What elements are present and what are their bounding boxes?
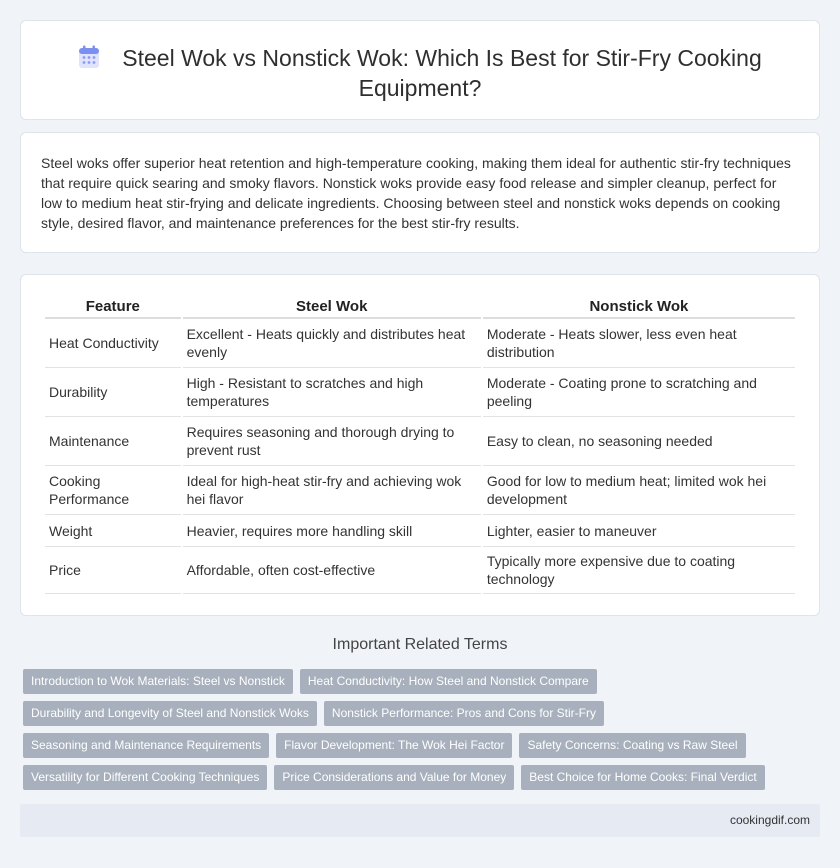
steel-cell: Excellent - Heats quickly and distributes heat evenly bbox=[183, 319, 481, 368]
footer-site-link[interactable]: cookingdif.com bbox=[729, 813, 810, 827]
intro-card bbox=[20, 132, 820, 253]
table-row bbox=[45, 466, 795, 515]
table-row bbox=[45, 417, 795, 466]
page-title: Steel Wok vs Nonstick Wok: Which Is Best for Stir-Fry Cooking Equipment? bbox=[122, 45, 762, 101]
steel-cell: Heavier, requires more handling skill bbox=[183, 515, 481, 547]
feature-cell: Heat Conductivity bbox=[45, 319, 181, 368]
table-row bbox=[45, 515, 795, 547]
table-header-row bbox=[45, 293, 795, 319]
feature-cell: Maintenance bbox=[45, 417, 181, 466]
nonstick-cell: Lighter, easier to maneuver bbox=[483, 515, 795, 547]
nonstick-cell: Easy to clean, no seasoning needed bbox=[483, 417, 795, 466]
table-row bbox=[45, 368, 795, 417]
feature-cell: Durability bbox=[45, 368, 181, 417]
comparison-table bbox=[43, 293, 797, 594]
related-term-tag[interactable]: Introduction to Wok Materials: Steel vs Nonstick bbox=[23, 669, 293, 694]
feature-cell: Weight bbox=[45, 515, 181, 547]
steel-cell: Requires seasoning and thorough drying to prevent rust bbox=[183, 417, 481, 466]
header-feature: Feature bbox=[45, 293, 181, 319]
feature-cell: Cooking Performance bbox=[45, 466, 181, 515]
header-card bbox=[20, 20, 820, 120]
intro-paragraph: Steel woks offer superior heat retention and high-temperature cooking, making them ideal for authentic stir-fry techniques that require quick searing and smoky flavors. Nonstick woks provide easy food release and simpler cleanup, perfect for low to medium heat stir-frying and delicate ingredients. Choosing between steel and nonstick woks depends on cooking style, desired flavor, and maintenance preferences for the best stir-fry results. bbox=[41, 155, 791, 231]
footer-bar bbox=[20, 804, 820, 837]
related-term-tag[interactable]: Seasoning and Maintenance Requirements bbox=[23, 733, 269, 758]
feature-cell: Price bbox=[45, 547, 181, 594]
steel-cell: Affordable, often cost-effective bbox=[183, 547, 481, 594]
nonstick-cell: Moderate - Coating prone to scratching and peeling bbox=[483, 368, 795, 417]
table-row bbox=[45, 319, 795, 368]
comparison-card bbox=[20, 274, 820, 616]
nonstick-cell: Typically more expensive due to coating technology bbox=[483, 547, 795, 594]
related-term-tag[interactable]: Durability and Longevity of Steel and Nonstick Woks bbox=[23, 701, 317, 726]
related-term-tag[interactable]: Nonstick Performance: Pros and Cons for Stir-Fry bbox=[324, 701, 604, 726]
related-terms-list bbox=[23, 669, 803, 797]
related-term-tag[interactable]: Heat Conductivity: How Steel and Nonstick Compare bbox=[300, 669, 597, 694]
table-row bbox=[45, 547, 795, 594]
related-term-tag[interactable]: Versatility for Different Cooking Techniques bbox=[23, 765, 267, 790]
header-nonstick-wok: Nonstick Wok bbox=[483, 293, 795, 319]
nonstick-cell: Moderate - Heats slower, less even heat distribution bbox=[483, 319, 795, 368]
related-term-tag[interactable]: Price Considerations and Value for Money bbox=[274, 765, 514, 790]
nonstick-cell: Good for low to medium heat; limited wok hei development bbox=[483, 466, 795, 515]
header-steel-wok: Steel Wok bbox=[183, 293, 481, 319]
page-title-wrap bbox=[21, 43, 819, 103]
steel-cell: Ideal for high-heat stir-fry and achieving wok hei flavor bbox=[183, 466, 481, 515]
related-term-tag[interactable]: Flavor Development: The Wok Hei Factor bbox=[276, 733, 512, 758]
related-term-tag[interactable]: Safety Concerns: Coating vs Raw Steel bbox=[519, 733, 745, 758]
steel-cell: High - Resistant to scratches and high temperatures bbox=[183, 368, 481, 417]
calendar-grid-icon bbox=[78, 45, 100, 67]
related-term-tag[interactable]: Best Choice for Home Cooks: Final Verdict bbox=[521, 765, 764, 790]
related-terms-title: Important Related Terms bbox=[332, 636, 508, 653]
